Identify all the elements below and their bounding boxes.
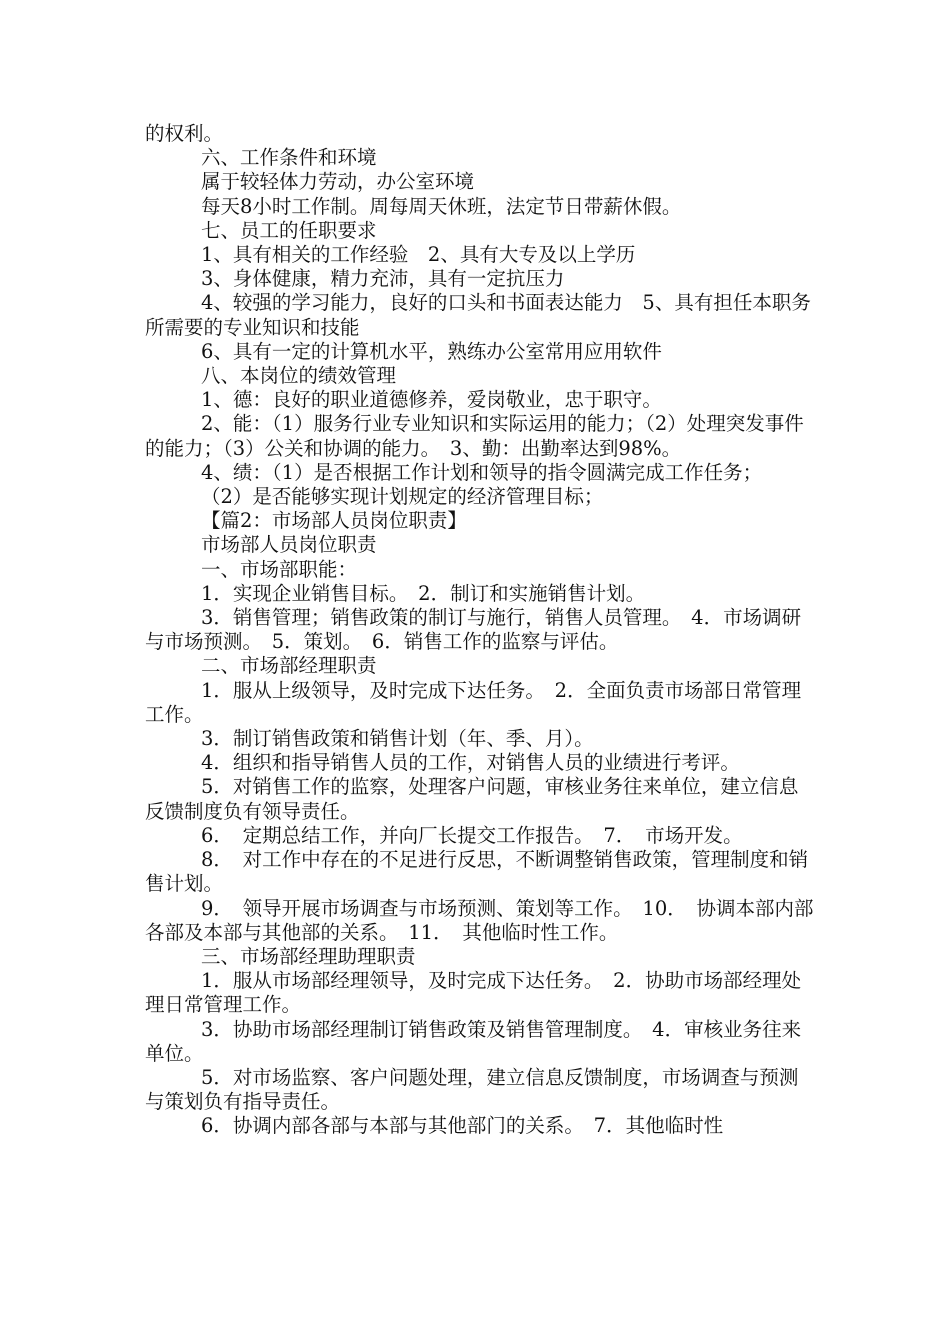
paragraph: 1．实现企业销售目标。 2．制订和实施销售计划。 <box>201 581 646 605</box>
paragraph: 2、能：（1）服务行业专业知识和实际运用的能力；（2）处理突发事件的能力；（3）公关和协调的能力。 3、勤：出勤率达到98%。 <box>145 412 804 460</box>
paragraph: 1．服从市场部经理领导，及时完成下达任务。 2．协助市场部经理处理日常管理工作。 <box>145 969 802 1017</box>
paragraph: 5．对市场监察、客户问题处理，建立信息反馈制度，市场调查与预测与策划负有指导责任。 <box>145 1065 799 1114</box>
paragraph: 5．对销售工作的监察，处理客户问题，审核业务往来单位，建立信息反馈制度负有领导责任。 <box>145 775 799 823</box>
paragraph: 的权利。 <box>145 122 224 145</box>
paragraph: 3．销售管理；销售政策的制订与施行，销售人员管理。 4．市场调研与市场预测。 5．策划。 6．销售工作的监察与评估。 <box>145 606 802 654</box>
paragraph: 1、德：良好的职业道德修养，爱岗敬业，忠于职守。 <box>201 388 662 412</box>
paragraph: 1、具有相关的工作经验 2、具有大专及以上学历 <box>201 243 636 267</box>
paragraph: （2）是否能够实现计划规定的经济管理目标； <box>201 485 604 509</box>
paragraph: 6． 定期总结工作，并向厂长提交工作报告。 7． 市场开发。 <box>201 823 743 847</box>
paragraph: 每天8小时工作制。周每周天休班，法定节日带薪休假。 <box>201 194 682 218</box>
paragraph: 4．组织和指导销售人员的工作，对销售人员的业绩进行考评。 <box>201 751 740 775</box>
paragraph: 1．服从上级领导，及时完成下达任务。 2．全面负责市场部日常管理工作。 <box>145 678 802 726</box>
paragraph: 3．协助市场部经理制订销售政策及销售管理制度。 4．审核业务往来单位。 <box>145 1017 802 1065</box>
paragraph: 八、本岗位的绩效管理 <box>201 364 397 388</box>
paragraph: 七、员工的任职要求 <box>201 218 377 242</box>
paragraph: 六、工作条件和环境 <box>201 146 377 170</box>
paragraph: 6．协调内部各部与本部与其他部门的关系。 7．其他临时性 <box>201 1114 724 1138</box>
paragraph: 属于较轻体力劳动，办公室环境 <box>201 170 475 194</box>
paragraph: 三、市场部经理助理职责 <box>201 944 416 968</box>
paragraph: 二、市场部经理职责 <box>201 654 377 678</box>
paragraph: 8． 对工作中存在的不足进行反思，不断调整销售政策，管理制度和销售计划。 <box>145 848 809 896</box>
paragraph: 6、具有一定的计算机水平，熟练办公室常用应用软件 <box>201 339 662 363</box>
paragraph: 一、市场部职能： <box>201 557 358 581</box>
paragraph: 4、较强的学习能力，良好的口头和书面表达能力 5、具有担任本职务所需要的专业知识和技能 <box>145 291 811 339</box>
paragraph: 9． 领导开展市场调查与市场预测、策划等工作。 10． 协调本部内部各部及本部与其他部的关系。 11． 其他临时性工作。 <box>145 896 814 944</box>
paragraph: 市场部人员岗位职责 <box>201 533 377 557</box>
document-body <box>145 122 815 1139</box>
paragraph: 3．制订销售政策和销售计划（年、季、月）。 <box>201 727 594 751</box>
paragraph: 4、绩：（1）是否根据工作计划和领导的指令圆满完成工作任务； <box>201 460 763 484</box>
paragraph: 【篇2：市场部人员岗位职责】 <box>201 509 467 533</box>
paragraph: 3、身体健康，精力充沛，具有一定抗压力 <box>201 267 565 291</box>
